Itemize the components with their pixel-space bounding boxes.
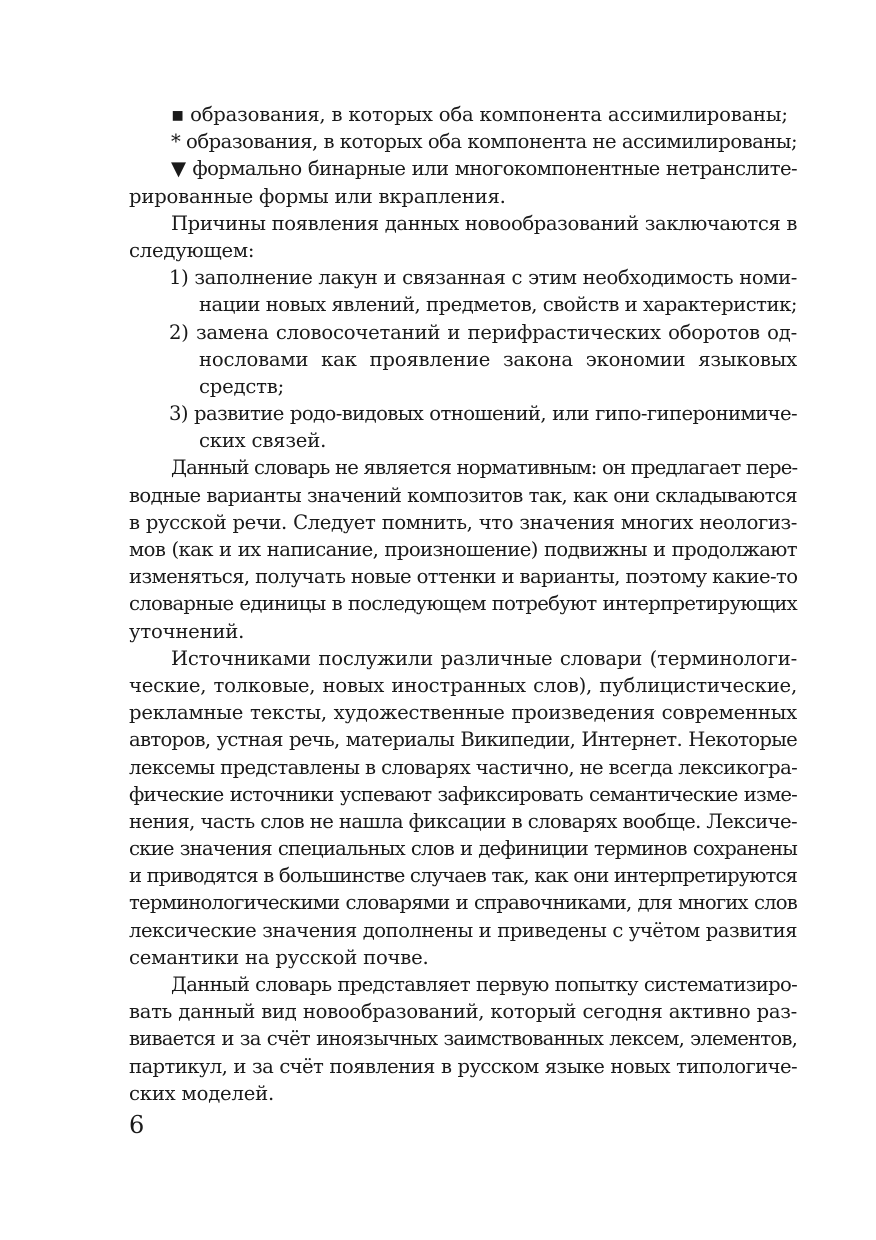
body-text [129, 101, 797, 1107]
numbered-item-2: 2) замена словосочетаний и перифрастических оборотов од- [169, 320, 797, 344]
text-line: нения, часть слов не нашла фиксации в словарях вообще. Лексиче- [129, 809, 797, 833]
text-line: вать данный вид новообразований, который сегодня активно раз- [129, 1000, 797, 1024]
bullet-item-assimilated: ▪ образования, в которых оба компонента ассимилированы; [171, 103, 788, 126]
text-line: рекламные тексты, художественные произведения современных [129, 701, 797, 725]
paragraph-reasons: Причины появления данных новообразований заключаются в [171, 211, 797, 235]
text-line: ческие, толковые, новых иностранных слов), публицистические, [129, 673, 797, 697]
text-line: партикул, и за счёт появления в русском языке новых типологиче- [129, 1054, 797, 1078]
bullet-item-not-assimilated: * образования, в которых оба компонента не ассимилированы; [171, 130, 798, 154]
text-line: фические источники успевают зафиксировать семантические изме- [129, 782, 797, 806]
text-line: водные варианты значений композитов так, как они складываются [129, 483, 797, 507]
text-line: лексемы представлены в словарях частично, не всегда лексикогра- [129, 755, 798, 779]
text-line: семантики на русской почве. [129, 945, 429, 969]
text-line: и приводятся в большинстве случаев так, как они интерпретируются [129, 864, 797, 888]
text-line: изменяться, получать новые оттенки и варианты, поэтому какие-то [129, 565, 798, 589]
text-line: нословами как проявление закона экономии языковых [199, 347, 797, 371]
text-line: ских связей. [199, 429, 327, 453]
text-line: нации новых явлений, предметов, свойств и характеристик; [199, 293, 797, 317]
text-line: лексические значения дополнены и приведены с учётом развития [129, 918, 797, 942]
bullet-item-formal-binary: ▼ формально бинарные или многокомпонентные нетранслите- [171, 157, 797, 181]
text-line: терминологическими словарями и справочниками, для многих слов [129, 891, 797, 915]
paragraph-sources: Источниками послужили различные словари (терминологи- [171, 646, 797, 670]
text-line: уточнений. [129, 619, 245, 643]
paragraph-first-attempt: Данный словарь представляет первую попытку систематизиро- [171, 973, 797, 996]
text-line: рированные формы или вкрапления. [129, 184, 506, 208]
paragraph-not-normative: Данный словарь не является нормативным: он предлагает пере- [171, 456, 798, 480]
text-line: средств; [199, 374, 285, 398]
numbered-item-1: 1) заполнение лакун и связанная с этим необходимость номи- [169, 266, 797, 290]
text-line: ские значения специальных слов и дефиниции терминов сохранены [129, 837, 797, 861]
page-number: 6 [129, 1111, 145, 1139]
text-line: словарные единицы в последующем потребуют интерпретирующих [129, 592, 797, 616]
numbered-item-3: 3) развитие родо-видовых отношений, или гипо-гиперонимиче- [169, 402, 797, 426]
text-line: авторов, устная речь, материалы Википедии, Интернет. Некоторые [129, 728, 797, 752]
text-line: ских моделей. [129, 1081, 274, 1105]
text-line: мов (как и их написание, произношение) подвижны и продолжают [129, 538, 797, 561]
text-line: вивается и за счёт иноязычных заимствованных лексем, элементов, [129, 1027, 797, 1051]
text-line: в русской речи. Следует помнить, что значения многих неологиз- [129, 510, 797, 534]
text-line: следующем: [129, 238, 255, 262]
